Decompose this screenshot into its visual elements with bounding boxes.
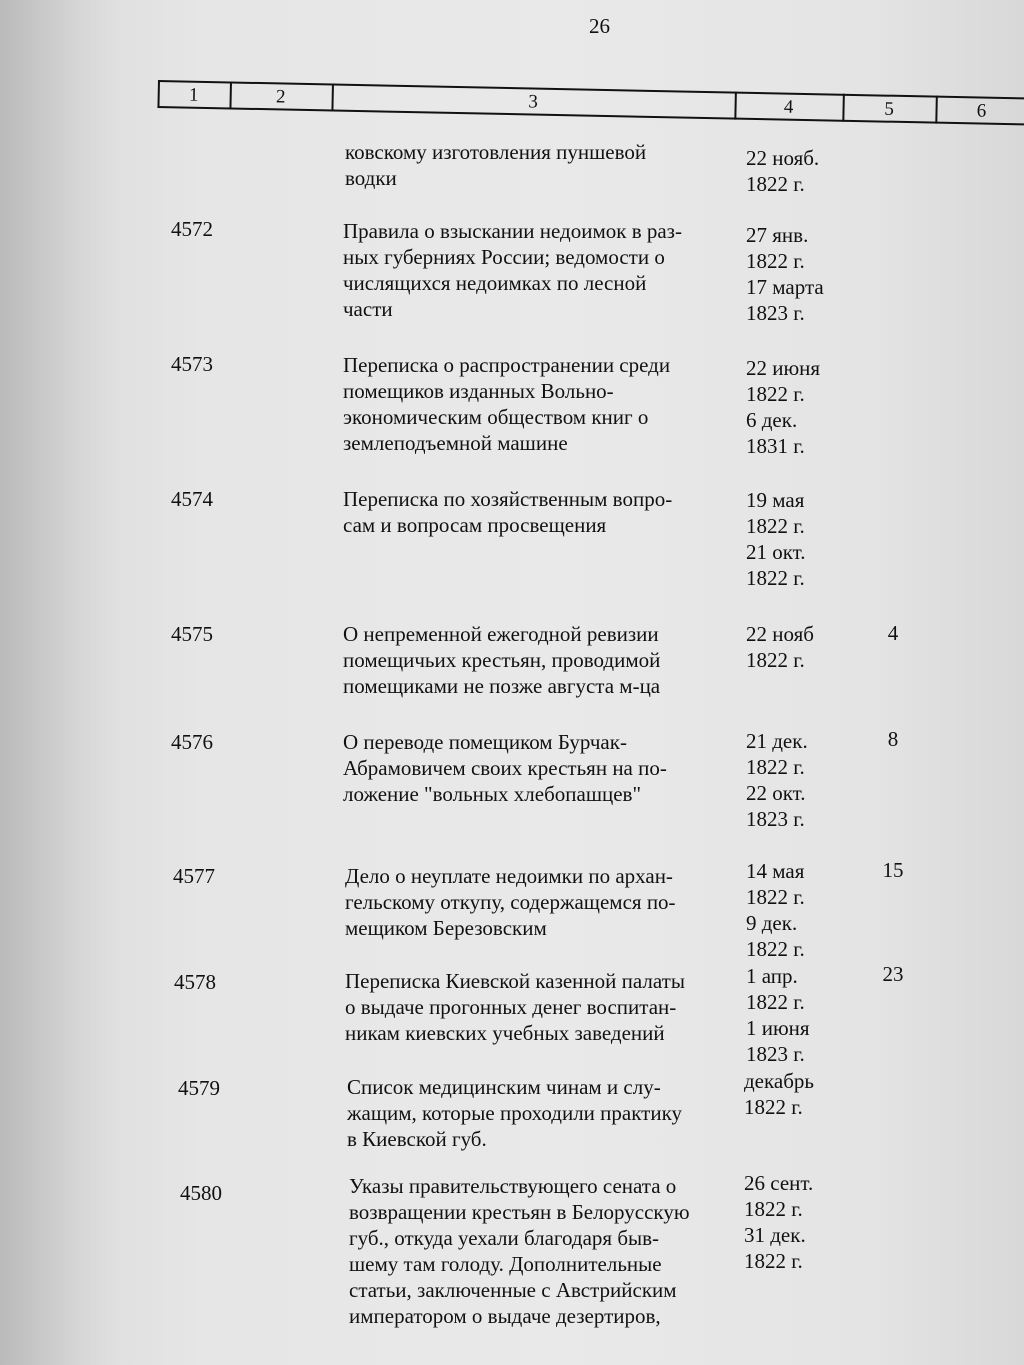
date-line: 1822 г. — [746, 990, 805, 1014]
date-line: 6 дек. — [746, 408, 798, 432]
entry-pages: 8 — [887, 727, 899, 751]
description-line: Правила о взыскании недоимок в раз- — [343, 219, 682, 243]
entry-number: 4575 — [171, 622, 213, 646]
description-line: сам и вопросам просвещения — [343, 513, 607, 537]
date-line: 22 июня — [746, 356, 821, 380]
entry-description — [343, 486, 672, 538]
date-line: 17 марта — [746, 275, 824, 299]
date-line: 19 мая — [746, 488, 805, 512]
date-line: 1 апр. — [746, 964, 798, 988]
date-line: 1822 г. — [746, 648, 805, 672]
date-line: 31 дек. — [744, 1223, 806, 1247]
description-line: землеподъемной машине — [343, 431, 568, 455]
entry-number: 4580 — [180, 1181, 222, 1205]
date-line: 22 окт. — [746, 781, 806, 805]
description-line: ложение "вольных хлебопашцев" — [343, 782, 642, 806]
date-line: 27 янв. — [746, 223, 809, 247]
description-line: ковскому изготовления пуншевой — [345, 140, 647, 164]
description-line: ных губерниях России; ведомости о — [343, 245, 665, 269]
entry-description — [347, 1074, 682, 1152]
description-line: статьи, заключенные с Австрийским — [349, 1278, 677, 1302]
entry-number: 4573 — [171, 352, 213, 376]
description-line: Дело о неуплате недоимки по архан- — [345, 864, 673, 888]
description-line: помещиками не позже августа м-ца — [343, 674, 661, 698]
description-line: о выдаче прогонных денег воспитан- — [345, 995, 677, 1019]
description-line: О непременной ежегодной ревизии — [343, 622, 659, 646]
description-line: Список медицинским чинам и слу- — [347, 1075, 661, 1099]
entry-number: 4574 — [171, 487, 213, 511]
date-line: 1822 г. — [746, 885, 805, 909]
date-line: 1823 г. — [746, 301, 805, 325]
column-header-2: 2 — [275, 86, 286, 108]
entry-description — [343, 729, 667, 807]
entry-date — [746, 858, 805, 962]
column-header-1: 1 — [188, 84, 199, 106]
description-line: гельскому откупу, содержащемся по- — [345, 890, 676, 914]
entry-date — [746, 728, 808, 832]
entry-number: 4577 — [173, 864, 215, 888]
date-line: 22 нояб. — [746, 146, 820, 170]
description-line: экономическим обществом книг о — [343, 405, 649, 429]
entry-date — [746, 621, 814, 673]
entry-description — [345, 863, 676, 941]
date-line: 1822 г. — [744, 1249, 803, 1273]
entry-number: 4572 — [171, 217, 213, 241]
date-line: 1822 г. — [746, 514, 805, 538]
description-line: помещиков изданных Вольно- — [343, 379, 614, 403]
date-line: 1831 г. — [746, 434, 805, 458]
description-line: водки — [345, 166, 397, 190]
column-header-4: 4 — [783, 96, 794, 118]
date-line: 1822 г. — [746, 249, 805, 273]
date-line: 1822 г. — [746, 566, 805, 590]
date-line: 9 дек. — [746, 911, 798, 935]
entry-date — [746, 355, 820, 459]
description-line: возвращении крестьян в Белорусскую — [349, 1200, 690, 1224]
entry-pages: 23 — [882, 962, 904, 986]
description-line: Переписка по хозяйственным вопро- — [343, 487, 673, 511]
date-line: 1822 г. — [744, 1197, 803, 1221]
entry-description — [345, 968, 685, 1046]
entry-description — [343, 352, 670, 456]
description-line: Переписка о распространении среди — [343, 353, 671, 377]
entry-date — [746, 145, 819, 197]
date-line: 26 сент. — [744, 1171, 814, 1195]
description-line: Переписка Киевской казенной палаты — [345, 969, 685, 993]
date-line: 22 нояб — [746, 622, 814, 646]
description-line: императором о выдаче дезертиров, — [349, 1304, 661, 1328]
description-line: числящихся недоимках по лесной — [343, 271, 647, 295]
table-header — [157, 80, 1024, 135]
date-line: 1822 г. — [746, 937, 805, 961]
date-line: 1822 г. — [746, 755, 805, 779]
date-line: 21 окт. — [746, 540, 806, 564]
entry-number: 4576 — [171, 730, 213, 754]
entry-date — [744, 1170, 813, 1274]
entry-date — [744, 1068, 814, 1120]
description-line: губ., откуда уехали благодаря быв- — [349, 1226, 660, 1250]
description-line: Абрамовичем своих крестьян на по- — [343, 756, 667, 780]
date-line: 1822 г. — [744, 1095, 803, 1119]
entry-date — [746, 222, 824, 326]
description-line: помещичьих крестьян, проводимой — [343, 648, 661, 672]
page-number: 26 — [589, 14, 610, 38]
description-line: мещиком Березовским — [345, 916, 547, 940]
date-line: 21 дек. — [746, 729, 808, 753]
entry-number: 4578 — [174, 970, 216, 994]
description-line: жащим, которые проходили практику — [347, 1101, 682, 1125]
column-header-3: 3 — [528, 91, 539, 113]
date-line: 1822 г. — [746, 382, 805, 406]
entry-pages: 15 — [882, 858, 904, 882]
date-line: 14 мая — [746, 859, 805, 883]
entry-date — [746, 963, 810, 1067]
description-line: Указы правительствующего сената о — [349, 1174, 677, 1198]
entry-description — [345, 139, 646, 191]
date-line: 1823 г. — [746, 1042, 805, 1066]
column-header-6: 6 — [976, 100, 987, 122]
description-line: в Киевской губ. — [347, 1127, 487, 1151]
description-line: О переводе помещиком Бурчак- — [343, 730, 627, 754]
date-line: декабрь — [744, 1069, 814, 1093]
entry-pages: 4 — [887, 621, 899, 645]
date-line: 1822 г. — [746, 172, 805, 196]
entry-date — [746, 487, 806, 591]
description-line: шему там голоду. Дополнительные — [349, 1252, 662, 1276]
entry-description — [343, 621, 660, 699]
description-line: части — [343, 297, 393, 321]
entry-description — [349, 1173, 690, 1329]
date-line: 1 июня — [746, 1016, 810, 1040]
entry-number: 4579 — [178, 1076, 220, 1100]
date-line: 1823 г. — [746, 807, 805, 831]
binding-shadow — [0, 0, 120, 1365]
description-line: никам киевских учебных заведений — [345, 1021, 665, 1045]
entry-description — [343, 218, 682, 322]
column-header-5: 5 — [884, 98, 895, 120]
